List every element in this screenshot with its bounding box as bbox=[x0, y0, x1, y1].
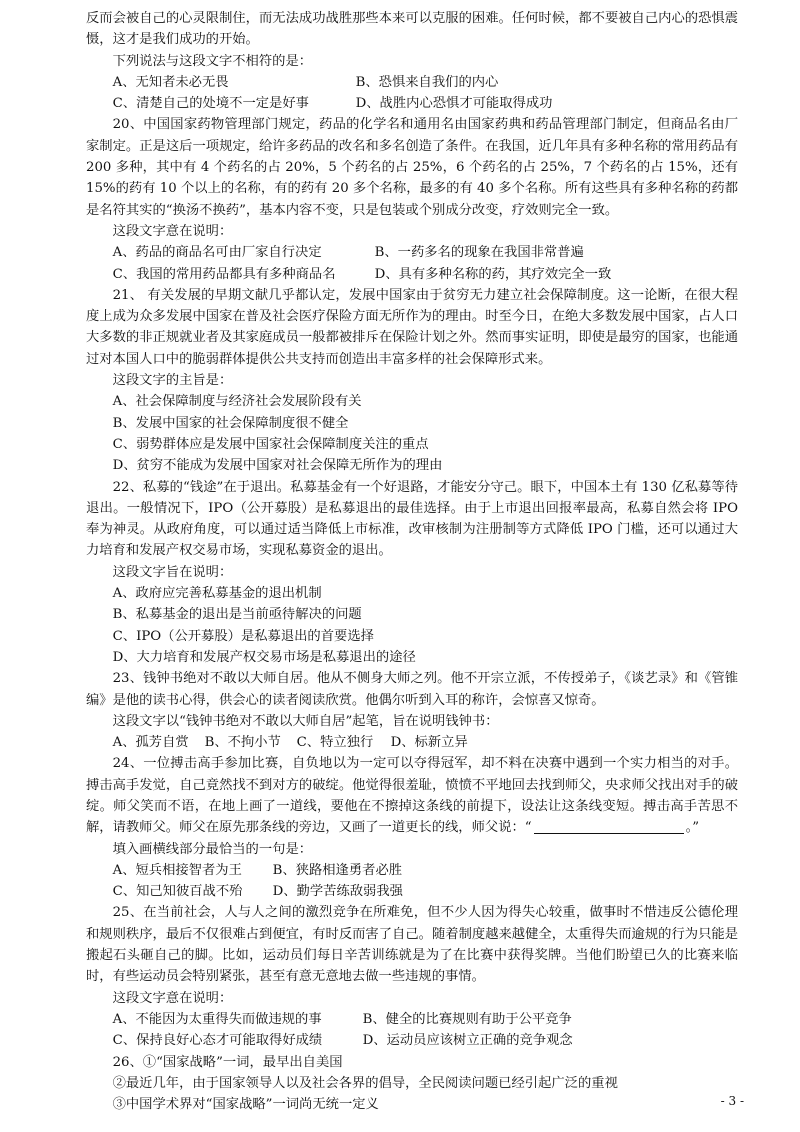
intro-options-row-1 bbox=[86, 72, 738, 93]
q22-option-d: D、大力培育和发展产权交易市场是私募退出的途径 bbox=[112, 649, 416, 665]
q24-passage-end: 。” bbox=[685, 820, 700, 836]
q25-option-a: A、不能因为太重得失而做违规的事 bbox=[112, 1011, 322, 1027]
q25-passage: 25、在当前社会，人与人之间的激烈竞争在所难免，但不少人因为得失心较重，做事时不惜违反公德伦理和规则秩序，最后不仅很难占到便宜，有时反而害了自己。随着制度越来越健全，太重得失而逾规的行为只能是搬起石头砸自己的脚。比如，运动员们每日辛苦训练就是为了在比赛中获得奖牌。当他们盼望已久的比赛来临时，有些运动员会特别紧张，甚至有意无意地去做一些违规的事情。 bbox=[86, 905, 738, 985]
q20-options-row-2 bbox=[86, 264, 738, 285]
q24-answer-blank bbox=[534, 819, 684, 834]
q22-option-a: A、政府应完善私募基金的退出机制 bbox=[112, 586, 322, 602]
q20-question: 这段文字意在说明： bbox=[112, 223, 233, 239]
q23-passage: 23、钱钟书绝对不敢以大师自居。他从不侧身大师之列。他不开宗立派，不传授弟子，《谈艺录》和《管锥编》是他的读书心得，供会心的读者阅读欣赏。他偶尔听到入耳的称许，会惊喜又惊奇。 bbox=[86, 671, 738, 708]
q23-option-d: D、标新立异 bbox=[390, 735, 468, 751]
q26-item-3: ③中国学术界对“国家战略”一词尚无统一定义 bbox=[112, 1097, 379, 1113]
q24-question: 填入画横线部分最恰当的一句是： bbox=[112, 841, 313, 857]
q26-item-2: ②最近几年，由于国家领导人以及社会各界的倡导，全民阅读问题已经引起广泛的重视 bbox=[112, 1075, 618, 1091]
q21-question: 这段文字的主旨是： bbox=[112, 373, 233, 389]
q20-options-row-1 bbox=[86, 242, 738, 263]
intro-option-c: C、清楚自己的处境不一定是好事 bbox=[112, 96, 309, 112]
q23-options-row bbox=[86, 732, 738, 753]
q24-option-c: C、知己知彼百战不殆 bbox=[112, 884, 243, 900]
q21-option-c: C、弱势群体应是发展中国家社会保障制度关注的重点 bbox=[112, 436, 429, 452]
q25-option-d: D、运动员应该树立正确的竞争观念 bbox=[362, 1033, 573, 1049]
q22-option-c: C、IPO（公开募股）是私募退出的首要选择 bbox=[112, 628, 374, 644]
q20-option-c: C、我国的常用药品都具有多种商品名 bbox=[112, 266, 336, 282]
q24-options-row-1 bbox=[86, 860, 738, 881]
q24-passage bbox=[86, 753, 738, 838]
intro-question: 下列说法与这段文字不相符的是： bbox=[112, 53, 313, 69]
q23-option-c: C、特立独行 bbox=[296, 735, 374, 751]
intro-option-a: A、无知者未必无畏 bbox=[112, 74, 229, 90]
q24-options-row-2 bbox=[86, 881, 738, 902]
q21-option-b: B、发展中国家的社会保障制度很不健全 bbox=[112, 415, 349, 431]
q22-passage: 22、私募的“钱途”在于退出。私募基金有一个好退路，才能安分守己。眼下，中国本土有 130 亿私募等待退出。一般情况下，IPO（公开募股）是私募退出的最佳选择。由于上市退出回报率最高，私募自然会将 IPO 奉为神灵。从政府角度，可以通过适当降低上市标准，改审核制为注册制等方式降低 IPO 门槛，还可以通过大力培育和发展产权交易市场，实现私募资金的退出。 bbox=[86, 479, 738, 559]
q20-option-a: A、药品的商品名可由厂家自行决定 bbox=[112, 245, 322, 261]
q22-option-b: B、私募基金的退出是当前亟待解决的问题 bbox=[112, 607, 362, 623]
q23-option-a: A、孤芳自赏 bbox=[112, 735, 189, 751]
q24-option-b: B、狭路相逢勇者必胜 bbox=[272, 862, 403, 878]
intro-options-row-2 bbox=[86, 93, 738, 114]
q24-option-d: D、勤学苦练敌弱我强 bbox=[272, 884, 403, 900]
intro-option-d: D、战胜内心恐惧才可能取得成功 bbox=[355, 96, 553, 112]
q25-option-b: B、健全的比赛规则有助于公平竞争 bbox=[362, 1011, 572, 1027]
intro-passage: 反而会被自己的心灵限制住，而无法成功战胜那些本来可以克服的困难。任何时候，都不要被自己内心的恐惧震慑，这才是我们成功的开始。 bbox=[86, 11, 738, 48]
q25-options-row-2 bbox=[86, 1030, 738, 1051]
q24-passage-text: 24、一位搏击高手参加比赛，自负地以为一定可以夺得冠军，却不料在决赛中遇到一个实力相当的对手。搏击高手发觉，自己竟然找不到对方的破绽。他觉得很羞耻，愤愤不平地回去找到师父，央求师父找出对手的破绽。师父笑而不语，在地上画了一道线，要他在不擦掉这条线的前提下，设法让这条线变短。搏击高手苦思不解，请教师父。师父在原先那条线的旁边，又画了一道更长的线，师父说：“ bbox=[86, 756, 738, 836]
q24-option-a: A、短兵相接智者为王 bbox=[112, 862, 242, 878]
q23-option-b: B、不拘小节 bbox=[204, 735, 281, 751]
page-number: - 3 - bbox=[720, 1094, 744, 1108]
q21-option-d: D、贫穷不能成为发展中国家对社会保障无所作为的理由 bbox=[112, 458, 443, 474]
q21-passage: 21、 有关发展的早期文献几乎都认定，发展中国家由于贫穷无力建立社会保障制度。这一论断，在很大程度上成为众多发展中国家在普及社会医疗保险方面无所作为的理由。时至今日，在绝大多数发展中国家，占人口大多数的非正规就业者及其家庭成员一般都被排斥在保险计划之外。然而事实证明，即使是最穷的国家，也能通过对本国人口中的脆弱群体提供公共支持而创造出丰富多样的社会保障形式来。 bbox=[86, 287, 738, 367]
q25-question: 这段文字意在说明： bbox=[112, 990, 233, 1006]
q22-question: 这段文字旨在说明： bbox=[112, 564, 233, 580]
q25-option-c: C、保持良好心态才可能取得好成绩 bbox=[112, 1033, 323, 1049]
q26-item-1: 26、①“国家战略”一词，最早出自美国 bbox=[112, 1054, 343, 1070]
q20-option-d: D、具有多种名称的药，其疗效完全一致 bbox=[374, 266, 612, 282]
q20-passage: 20、中国国家药物管理部门规定，药品的化学名和通用名由国家药典和药品管理部门制定，但商品名由厂家制定。正是这后一项规定，给许多药品的改名和多名创造了条件。在我国，近几年具有多种名称的常用药品有 200 多种，其中有 4 个药名的占 20%，5 个药名的占 25%，6 个药名的占 25%，7 个药名的占 15%，还有 15%的药有 10 个以上的名称，有的药有 20 多个名称，最多的有 40 多个名称。所有这些具有多种名称的药都是名符其实的“换汤不换药”，基本内容不变，只是包装或个别成分改变，疗效则完全一致。 bbox=[86, 117, 738, 218]
q25-options-row-1 bbox=[86, 1009, 738, 1030]
q23-question: 这段文字以“钱钟书绝对不敢以大师自居”起笔，旨在说明钱钟书： bbox=[112, 713, 499, 729]
q20-option-b: B、一药多名的现象在我国非常普遍 bbox=[374, 245, 584, 261]
q21-option-a: A、社会保障制度与经济社会发展阶段有关 bbox=[112, 394, 362, 410]
intro-option-b: B、恐惧来自我们的内心 bbox=[355, 74, 499, 90]
